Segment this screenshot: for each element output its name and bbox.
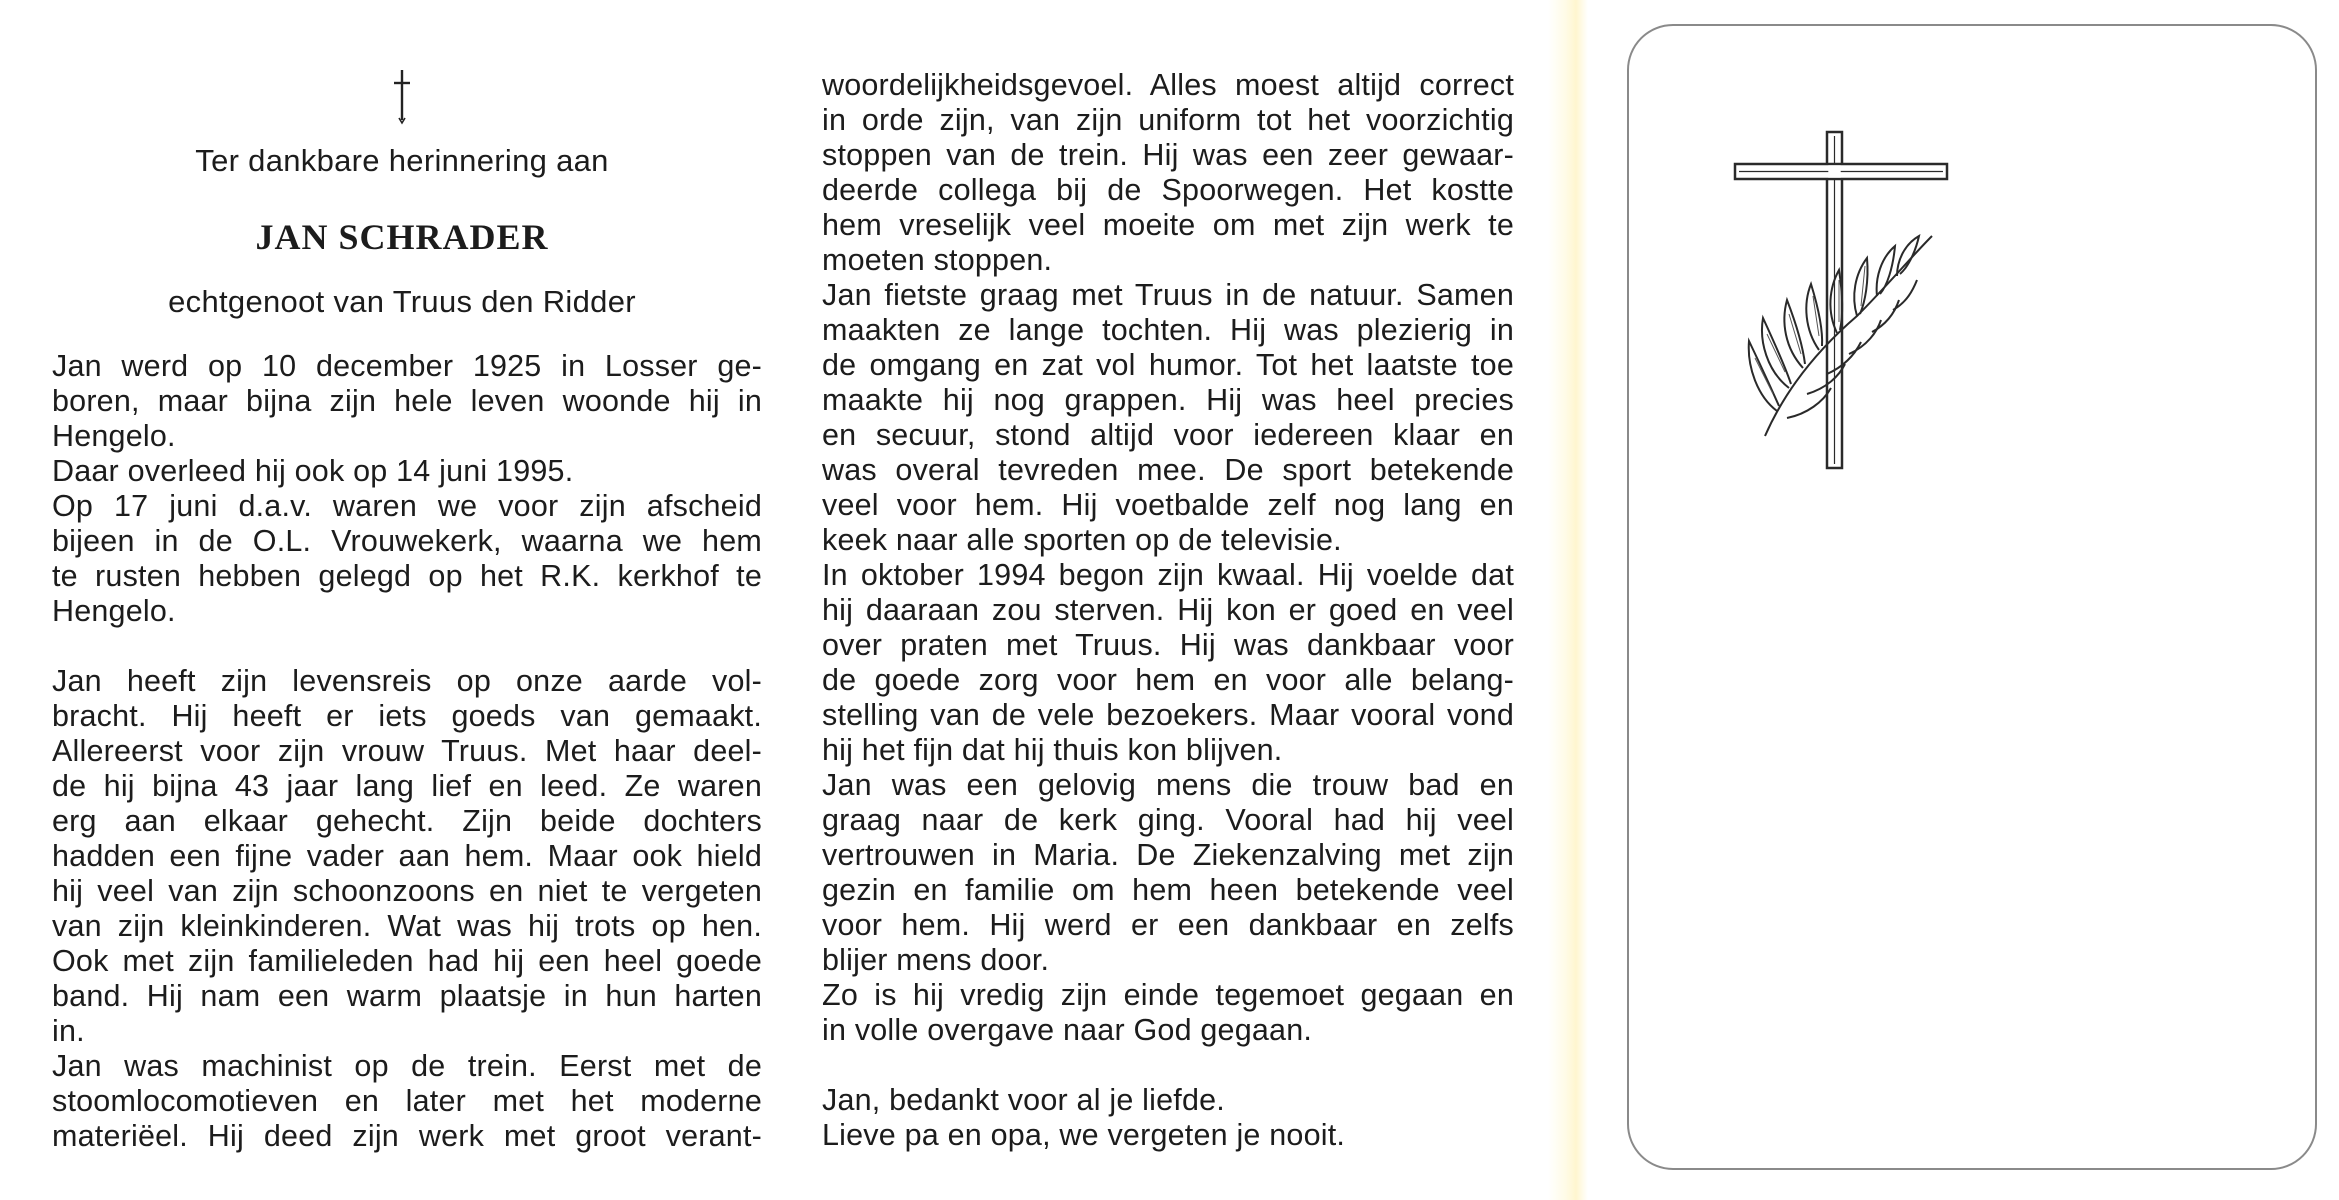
- spouse-line: echtgenoot van Truus den Ridder: [168, 284, 636, 319]
- text-line: en secuur, stond altijd voor iedereen klaar en: [822, 418, 1514, 452]
- text-line: Lieve pa en opa, we vergeten je nooit.: [822, 1118, 1346, 1152]
- text-line: Jan werd op 10 december 1925 in Losser ge-: [52, 349, 762, 383]
- text-line: blijer mens door.: [822, 943, 1050, 977]
- text-line: voor hem. Hij werd er een dankbaar en zelfs: [822, 908, 1514, 942]
- text-line: woordelijkheidsgevoel. Alles moest altijd correct: [822, 68, 1514, 102]
- text-line: hij daaraan zou sterven. Hij kon er goed en veel: [822, 593, 1514, 627]
- cross-with-palm-branch-icon: [1727, 126, 1957, 486]
- text-line: [822, 1048, 1514, 1083]
- text-line: stoppen van de trein. Hij was een zeer gewaar-: [822, 138, 1514, 172]
- small-cross-icon: [382, 66, 422, 126]
- text-line: in orde zijn, van zijn uniform tot het voorzichtig: [822, 103, 1514, 137]
- fold-strip: [1548, 0, 1588, 1200]
- text-line: deerde collega bij de Spoorwegen. Het kostte: [822, 173, 1514, 207]
- text-line: graag naar de kerk ging. Vooral had hij veel: [822, 803, 1514, 837]
- text-line: materiëel. Hij deed zijn werk met groot verant-: [52, 1119, 762, 1153]
- text-line: stoomlocomotieven en later met het moderne: [52, 1084, 762, 1118]
- column-2-text: [822, 68, 1514, 1153]
- text-line: erg aan elkaar gehecht. Zijn beide dochters: [52, 804, 762, 838]
- text-line: Jan fietste graag met Truus in de natuur. Samen: [822, 278, 1514, 312]
- text-line: maakte hij nog grappen. Hij was heel precies: [822, 383, 1514, 417]
- text-line: hij het fijn dat hij thuis kon blijven.: [822, 733, 1283, 767]
- text-line: Allereerst voor zijn vrouw Truus. Met haar deel-: [52, 734, 762, 768]
- text-line: in.: [52, 1014, 85, 1048]
- text-line: maakten ze lange tochten. Hij was plezierig in: [822, 313, 1514, 347]
- text-line: Hengelo.: [52, 594, 176, 628]
- column-1-text: [52, 349, 762, 1154]
- text-line: was overal tevreden mee. De sport betekende: [822, 453, 1514, 487]
- dedication-text: Ter dankbare herinnering aan: [195, 143, 609, 178]
- text-line: In oktober 1994 begon zijn kwaal. Hij voelde dat: [822, 558, 1514, 592]
- text-line: Op 17 juni d.a.v. waren we voor zijn afscheid: [52, 489, 762, 523]
- text-line: van zijn kleinkinderen. Wat was hij trots op hen.: [52, 909, 762, 943]
- text-line: hij veel van zijn schoonzoons en niet te vergeten: [52, 874, 762, 908]
- text-line: hadden een fijne vader aan hem. Maar ook hield: [52, 839, 762, 873]
- text-line: de omgang en zat vol humor. Tot het laatste toe: [822, 348, 1514, 382]
- text-line: Ook met zijn familieleden had hij een heel goede: [52, 944, 762, 978]
- text-line: de hij bijna 43 jaar lang lief en leed. Ze waren: [52, 769, 762, 803]
- text-line: gezin en familie om hem heen betekende veel: [822, 873, 1514, 907]
- text-line: Jan heeft zijn levensreis op onze aarde vol-: [52, 664, 762, 698]
- text-line: keek naar alle sporten op de televisie.: [822, 523, 1342, 557]
- text-line: [52, 629, 762, 664]
- deceased-name: JAN SCHRADER: [255, 217, 549, 257]
- text-line: Jan was machinist op de trein. Eerst met de: [52, 1049, 762, 1083]
- text-line: Jan was een gelovig mens die trouw bad en: [822, 768, 1514, 802]
- text-line: bracht. Hij heeft er iets goeds van gemaakt.: [52, 699, 762, 733]
- text-line: bijeen in de O.L. Vrouwekerk, waarna we hem: [52, 524, 762, 558]
- text-line: over praten met Truus. Hij was dankbaar voor: [822, 628, 1514, 662]
- text-line: Hengelo.: [52, 419, 176, 453]
- text-line: te rusten hebben gelegd op het R.K. kerkhof te: [52, 559, 762, 593]
- text-line: veel voor hem. Hij voetbalde zelf nog lang en: [822, 488, 1514, 522]
- text-line: Zo is hij vredig zijn einde tegemoet gegaan en: [822, 978, 1514, 1012]
- text-line: band. Hij nam een warm plaatsje in hun harten: [52, 979, 762, 1013]
- text-line: moeten stoppen.: [822, 243, 1053, 277]
- text-line: hem vreselijk veel moeite om met zijn werk te: [822, 208, 1514, 242]
- text-line: boren, maar bijna zijn hele leven woonde hij in: [52, 384, 762, 418]
- text-line: Daar overleed hij ook op 14 juni 1995.: [52, 454, 574, 488]
- text-line: Jan, bedankt voor al je liefde.: [822, 1083, 1225, 1117]
- text-line: in volle overgave naar God gegaan.: [822, 1013, 1313, 1047]
- text-line: stelling van de vele bezoekers. Maar vooral vond: [822, 698, 1514, 732]
- text-line: de goede zorg voor hem en voor alle belang-: [822, 663, 1514, 697]
- text-line: vertrouwen in Maria. De Ziekenzalving met zijn: [822, 838, 1514, 872]
